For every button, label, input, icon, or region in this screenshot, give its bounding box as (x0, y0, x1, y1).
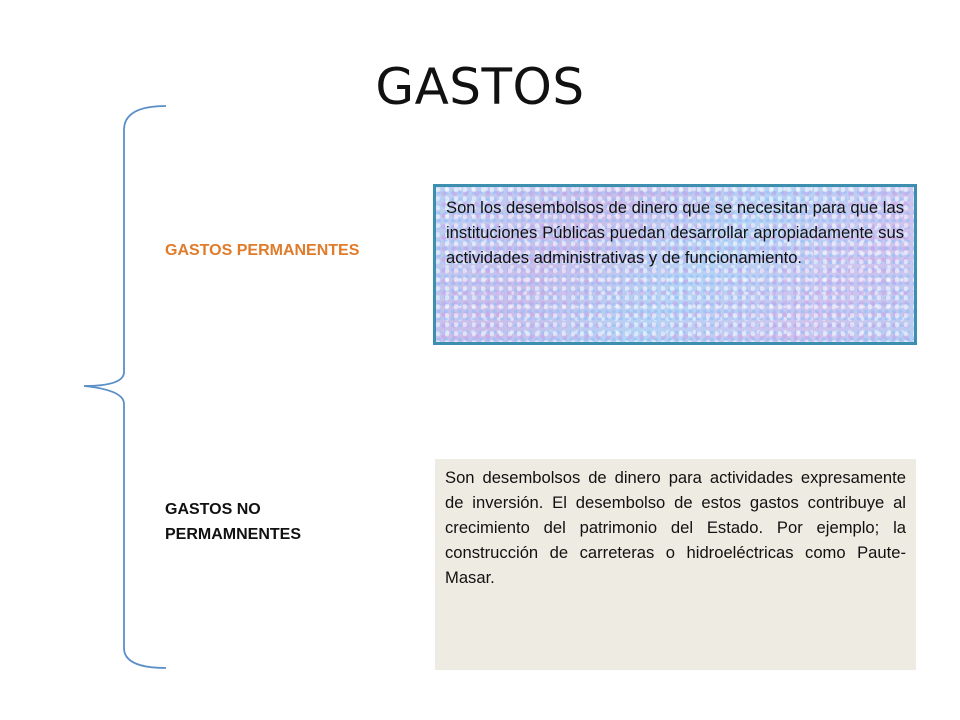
permanent-expenses-description-box (433, 184, 917, 345)
non-permanent-expenses-description-box (435, 459, 916, 670)
non-permanent-expenses-description: Son desembolsos de dinero para actividades expresamente de inversión. El desembolso de estos gastos contribuye al crecimiento del patrimonio del Estado. Por ejemplo; la construcción de carreteras o hidroeléctricas como Paute-Masar. (445, 468, 906, 587)
permanent-expenses-description: Son los desembolsos de dinero que se necesitan para que las instituciones Públicas puedan desarrollar apropiadamente sus actividades administrativas y de funcionamiento. (446, 198, 904, 267)
non-permanent-expenses-label: GASTOS NO PERMAMNENTES (165, 501, 302, 543)
permanent-expenses-label: GASTOS PERMANENTES (165, 242, 360, 259)
page-title: GASTOS (375, 58, 585, 116)
